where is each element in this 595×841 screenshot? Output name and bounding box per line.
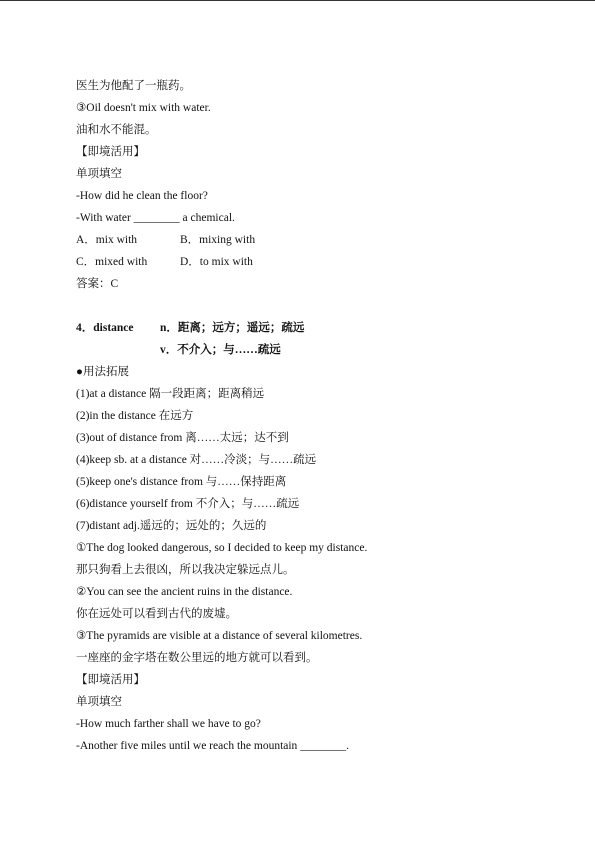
option-b: B．mixing with [180, 234, 256, 246]
practice-heading: 【即境活用】 [76, 146, 145, 158]
example-sentence: ③The pyramids are visible at a distance of several kilometres. [76, 630, 363, 642]
example-sentence: ②You can see the ancient ruins in the distance. [76, 586, 293, 598]
question-line: -How did he clean the floor? [76, 190, 208, 202]
usage-item: (6)distance yourself from 不介入；与……疏远 [76, 498, 300, 510]
example-sentence: ①The dog looked dangerous, so I decided to keep my distance. [76, 542, 368, 554]
chinese-translation: 一座座的金字塔在数公里远的地方就可以看到。 [76, 652, 318, 664]
practice-type: 单项填空 [76, 168, 122, 180]
practice-type: 单项填空 [76, 696, 122, 708]
usage-item: (7)distant adj.遥远的；远处的；久远的 [76, 520, 267, 532]
usage-item: (1)at a distance 隔一段距离；距离稍远 [76, 388, 265, 400]
option-c: C．mixed with [76, 256, 148, 268]
usage-heading: ●用法拓展 [76, 366, 129, 378]
usage-item: (4)keep sb. at a distance 对……冷淡；与……疏远 [76, 454, 317, 466]
answer-key: 答案：C [76, 278, 119, 290]
chinese-translation: 你在远处可以看到古代的废墟。 [76, 608, 237, 620]
chinese-translation: 那只狗看上去很凶，所以我决定躲远点儿。 [76, 564, 295, 576]
option-d: D．to mix with [180, 256, 253, 268]
chinese-translation: 油和水不能混。 [76, 124, 157, 136]
usage-item: (3)out of distance from 离……太远；达不到 [76, 432, 289, 444]
practice-heading: 【即境活用】 [76, 674, 145, 686]
option-a: A．mix with [76, 234, 138, 246]
question-line: -How much farther shall we have to go? [76, 718, 261, 730]
answer-blank-line: -With water ________ a chemical. [76, 212, 235, 224]
noun-meaning: n．距离；远方；遥远；疏远 [160, 322, 305, 334]
usage-item: (2)in the distance 在远方 [76, 410, 194, 422]
chinese-translation: 医生为他配了一瓶药。 [76, 80, 191, 92]
verb-meaning: v．不介入；与……疏远 [160, 344, 281, 356]
page-top-rule [0, 0, 595, 1]
answer-blank-line: -Another five miles until we reach the mountain ________. [76, 740, 350, 752]
usage-item: (5)keep one's distance from 与……保持距离 [76, 476, 287, 488]
example-sentence: ③Oil doesn't mix with water. [76, 102, 211, 114]
vocab-word-heading: 4．distance [76, 322, 134, 334]
